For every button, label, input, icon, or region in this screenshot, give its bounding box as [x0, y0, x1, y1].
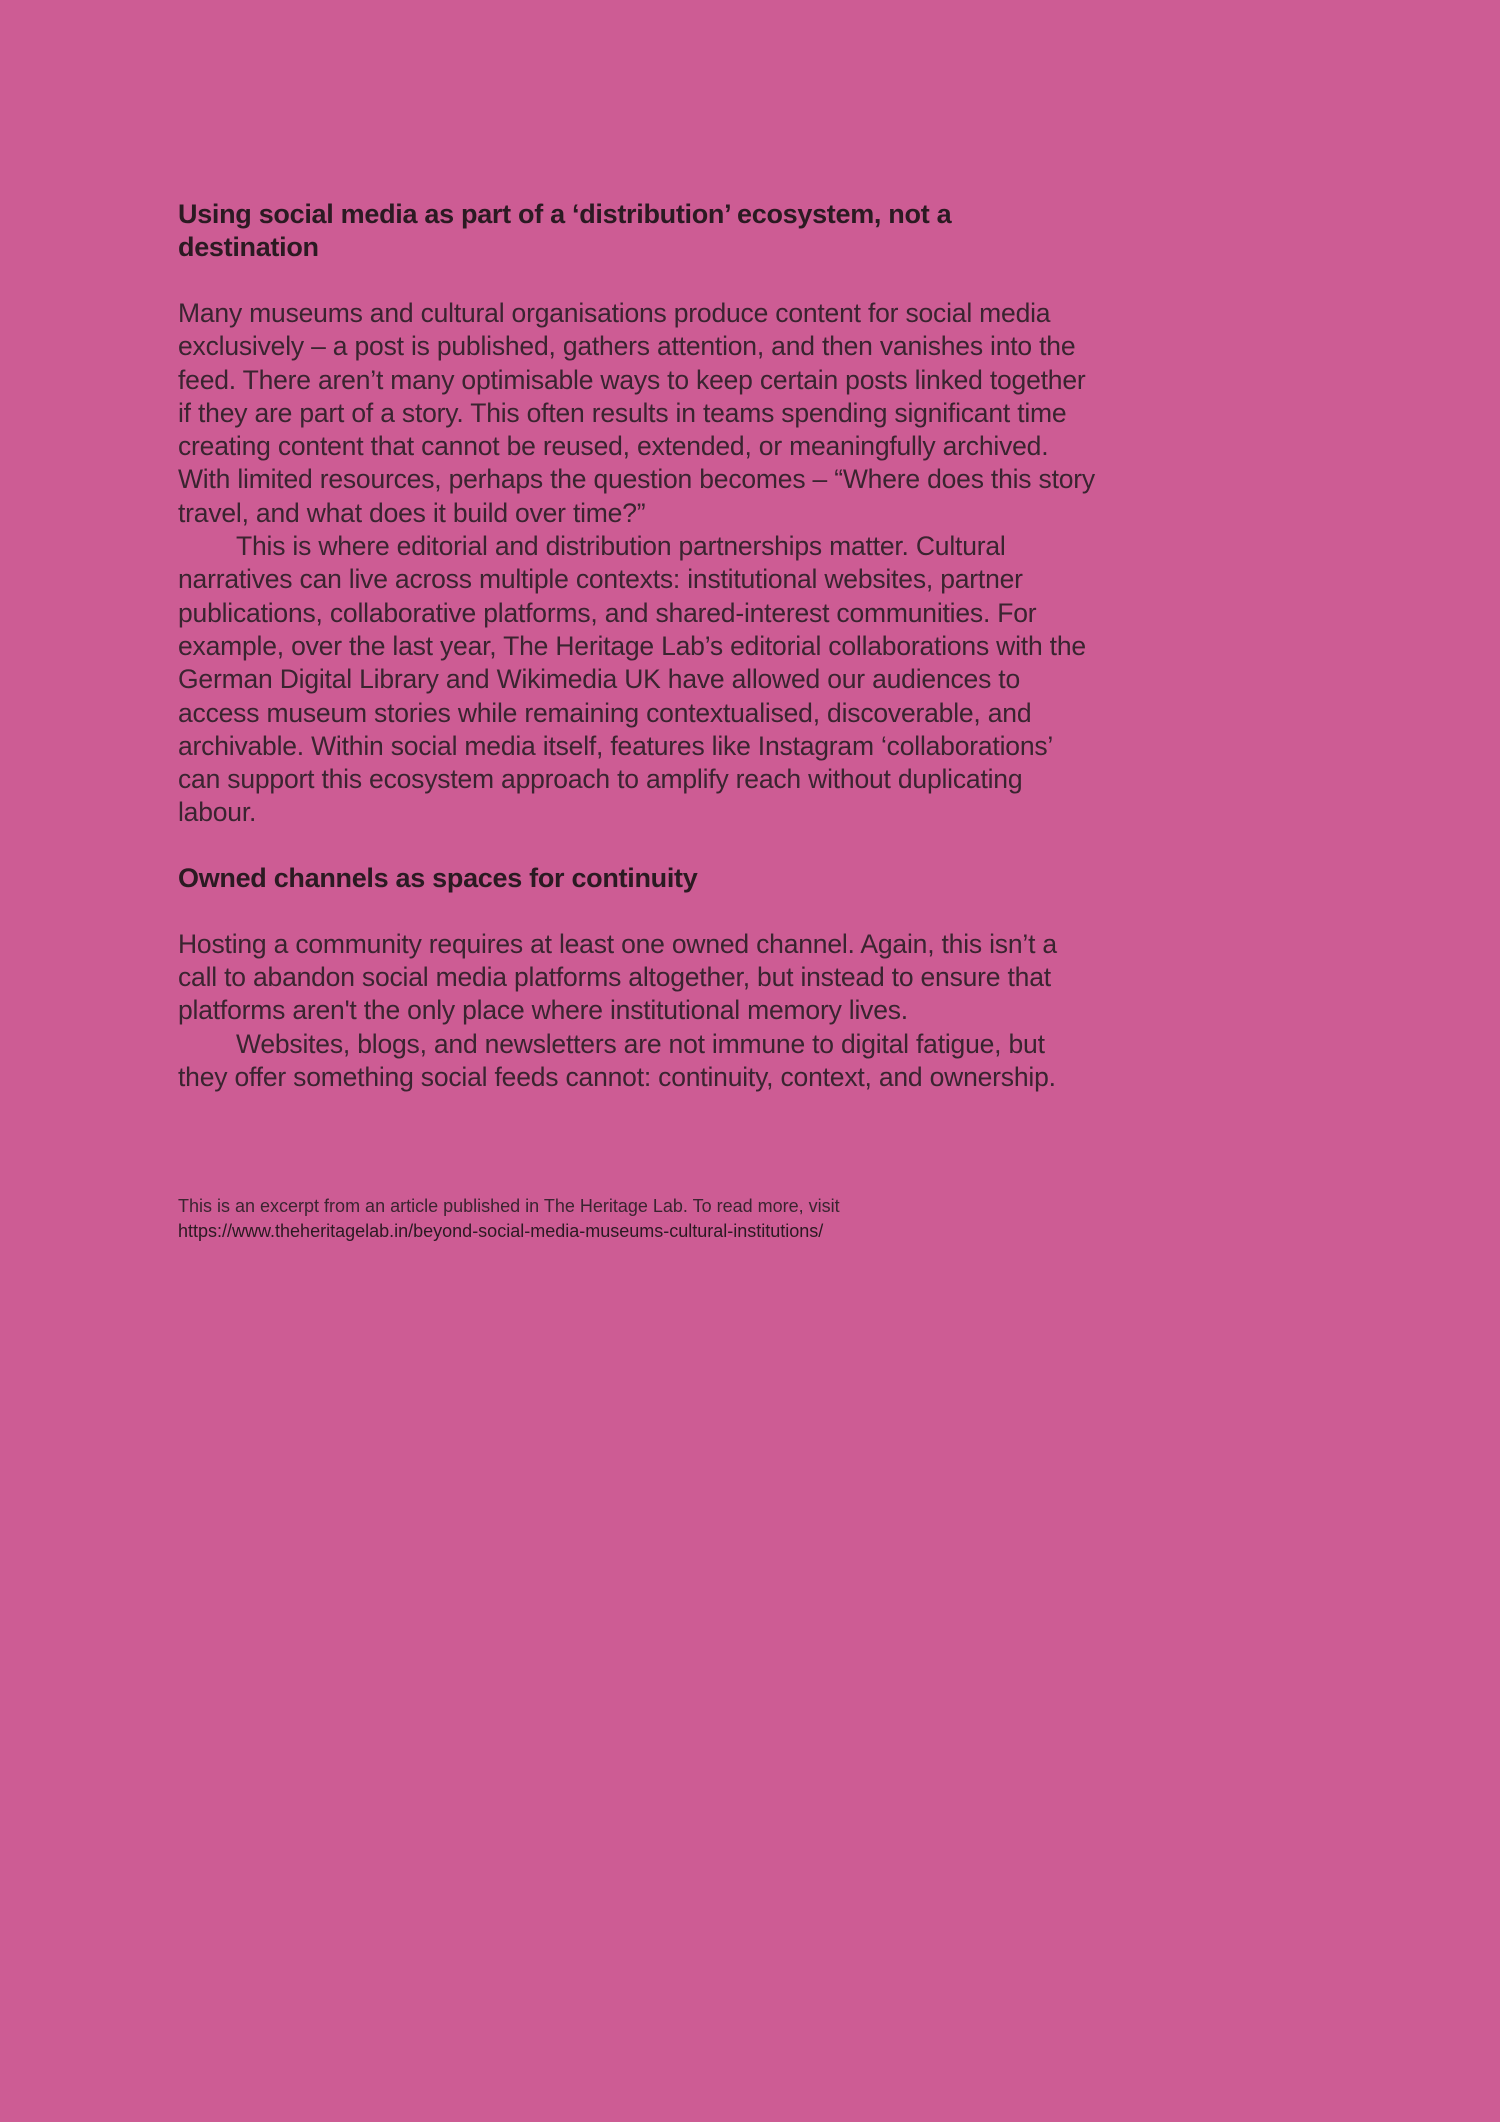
- paragraph: Many museums and cultural organisations produce content for social media exclusively – a post is published, gathers attention, and then vanishes into the feed. There aren’t many optimisable ways to keep certain posts linked together if they are part of a story. This often results in teams spending significant time creating content that cannot be reused, extended, or meaningfully archived. With limited resources, perhaps the question becomes – “Where does this story travel, and what does it build over time?”: [178, 298, 1095, 528]
- section-heading-distribution: Using social media as part of a ‘distribution’ ecosystem, not a destination: [178, 199, 952, 262]
- paragraph: Hosting a community requires at least one owned channel. Again, this isn’t a call to abandon social media platforms altogether, but instead to ensure that platforms aren't the only place where institutional memory lives.: [178, 928, 1057, 1026]
- section-heading-owned-channels: Owned channels as spaces for continuity: [178, 862, 698, 893]
- footnote-text: This is an excerpt from an article published in The Heritage Lab. To read more, visit: [178, 1196, 840, 1216]
- section-body-owned-channels: [178, 928, 1098, 1094]
- article-excerpt: [178, 198, 1098, 1094]
- source-link[interactable]: https://www.theheritagelab.in/beyond-social-media-museums-cultural-institutions/: [178, 1221, 824, 1241]
- paragraph: This is where editorial and distribution partnerships matter. Cultural narratives can live across multiple contexts: institutional websites, partner publications, collaborative platforms, and shared-interest communities. For example, over the last year, The Heritage Lab’s editorial collaborations with the German Digital Library and Wikimedia UK have allowed our audiences to access museum stories while remaining contextualised, discoverable, and archivable. Within social media itself, features like Instagram ‘collaborations’ can support this ecosystem approach to amplify reach without duplicating labour.: [178, 531, 1086, 828]
- section-body-distribution: [178, 297, 1098, 830]
- paragraph: Websites, blogs, and newsletters are not immune to digital fatigue, but they offer something social feeds cannot: continuity, context, and ownership.: [178, 1028, 1056, 1092]
- source-footnote: [178, 1194, 1138, 1244]
